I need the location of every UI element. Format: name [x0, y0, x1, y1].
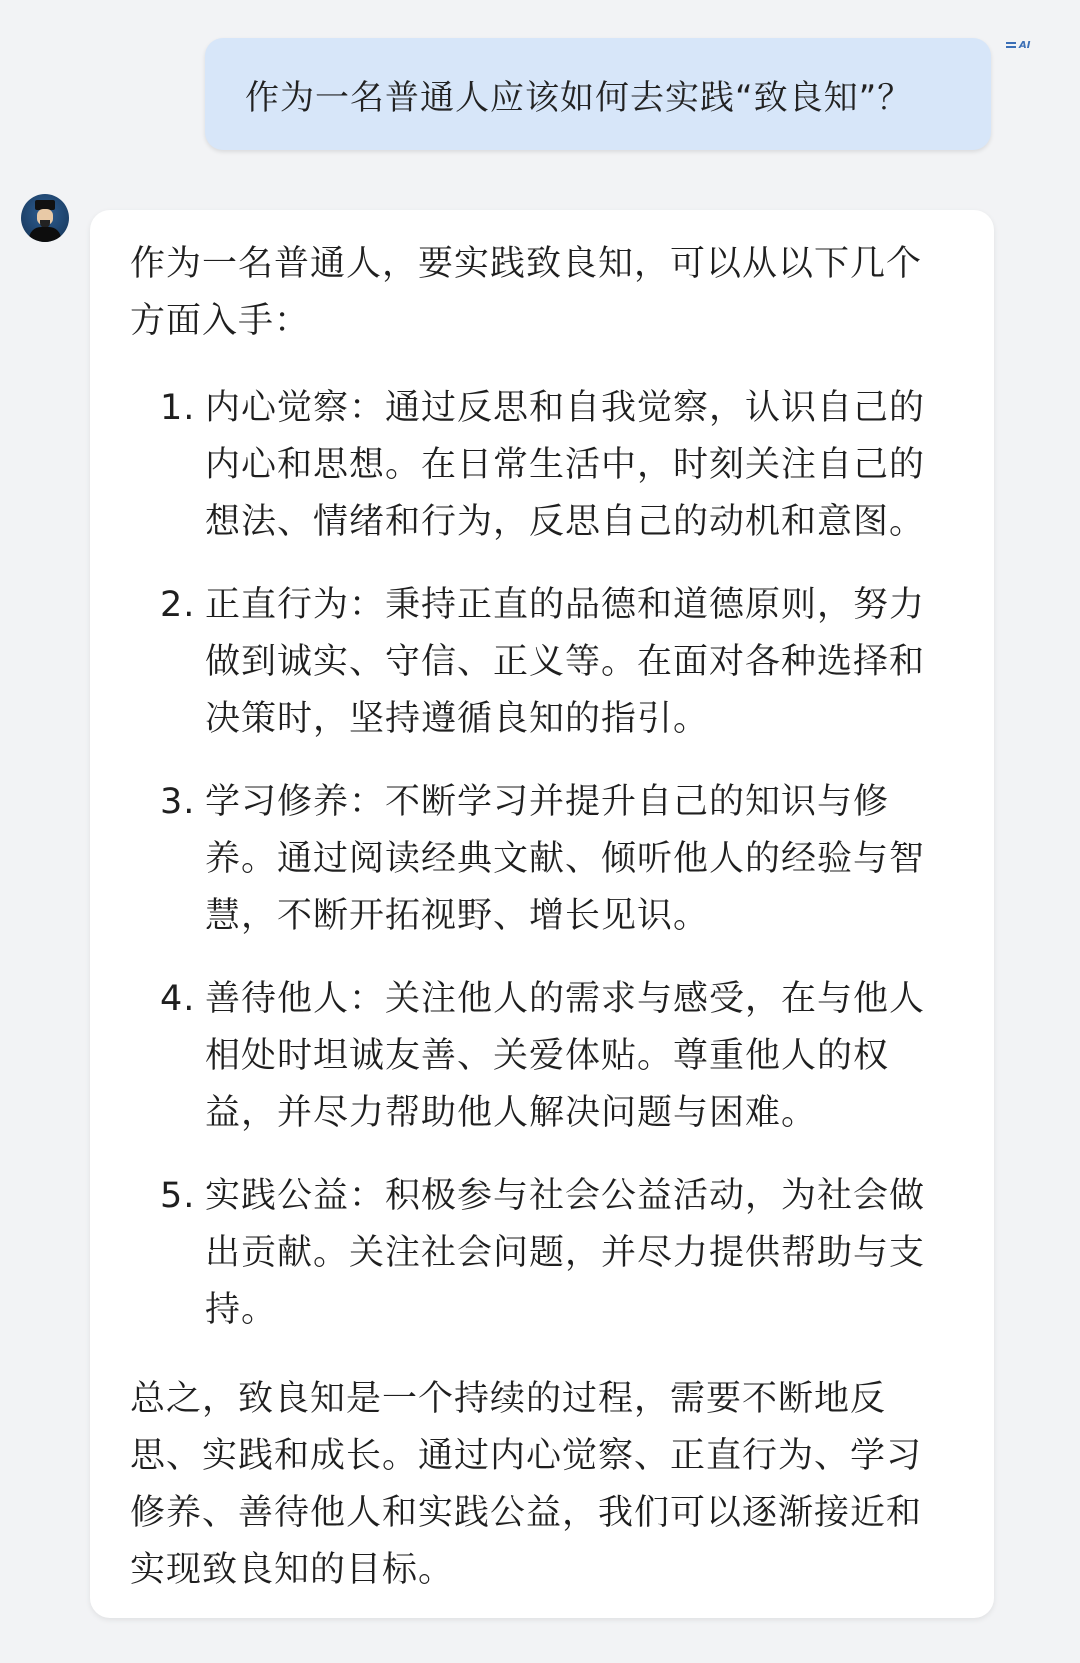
watermark-label: AI — [1019, 39, 1031, 51]
answer-list-item — [130, 971, 954, 1142]
avatar-robe-icon — [29, 227, 61, 242]
list-item-text: 正直行为：秉持正直的品德和道德原则，努力做到诚实、守信、正义等。在面对各种选择和决策时，坚持遵循良知的指引。 — [205, 585, 926, 739]
answer-list-item — [130, 577, 954, 748]
answer-list — [130, 380, 954, 1339]
answer-intro: 作为一名普通人，要实践致良知，可以从以下几个方面入手： — [130, 244, 923, 341]
assistant-answer-card — [90, 210, 994, 1618]
list-item-number: 1. — [160, 388, 196, 428]
assistant-avatar[interactable] — [21, 194, 69, 242]
answer-list-item — [130, 774, 954, 945]
list-item-number: 2. — [160, 585, 196, 625]
user-message-text: 作为一名普通人应该如何去实践“致良知”？ — [245, 77, 913, 118]
watermark-mark-icon — [1006, 42, 1016, 48]
list-item-text: 内心觉察：通过反思和自我觉察，认识自己的内心和思想。在日常生活中，时刻关注自己的想法、情绪和行为，反思自己的动机和意图。 — [205, 388, 926, 542]
list-item-number: 4. — [160, 979, 196, 1019]
user-message-bubble — [205, 38, 991, 150]
answer-list-item — [130, 380, 954, 551]
list-item-text: 善待他人：关注他人的需求与感受，在与他人相处时坦诚友善、关爱体贴。尊重他人的权益，并尽力帮助他人解决问题与困难。 — [205, 979, 926, 1133]
answer-summary: 总之，致良知是一个持续的过程，需要不断地反思、实践和成长。通过内心觉察、正直行为、学习修养、善待他人和实践公益，我们可以逐渐接近和实现致良知的目标。 — [130, 1379, 923, 1590]
watermark-logo — [1006, 38, 1054, 52]
list-item-text: 学习修养：不断学习并提升自己的知识与修养。通过阅读经典文献、倾听他人的经验与智慧，不断开拓视野、增长见识。 — [205, 782, 926, 936]
list-item-number: 5. — [160, 1176, 196, 1216]
answer-list-item — [130, 1168, 954, 1339]
list-item-number: 3. — [160, 782, 196, 822]
list-item-text: 实践公益：积极参与社会公益活动，为社会做出贡献。关注社会问题，并尽力提供帮助与支持。 — [205, 1176, 926, 1330]
